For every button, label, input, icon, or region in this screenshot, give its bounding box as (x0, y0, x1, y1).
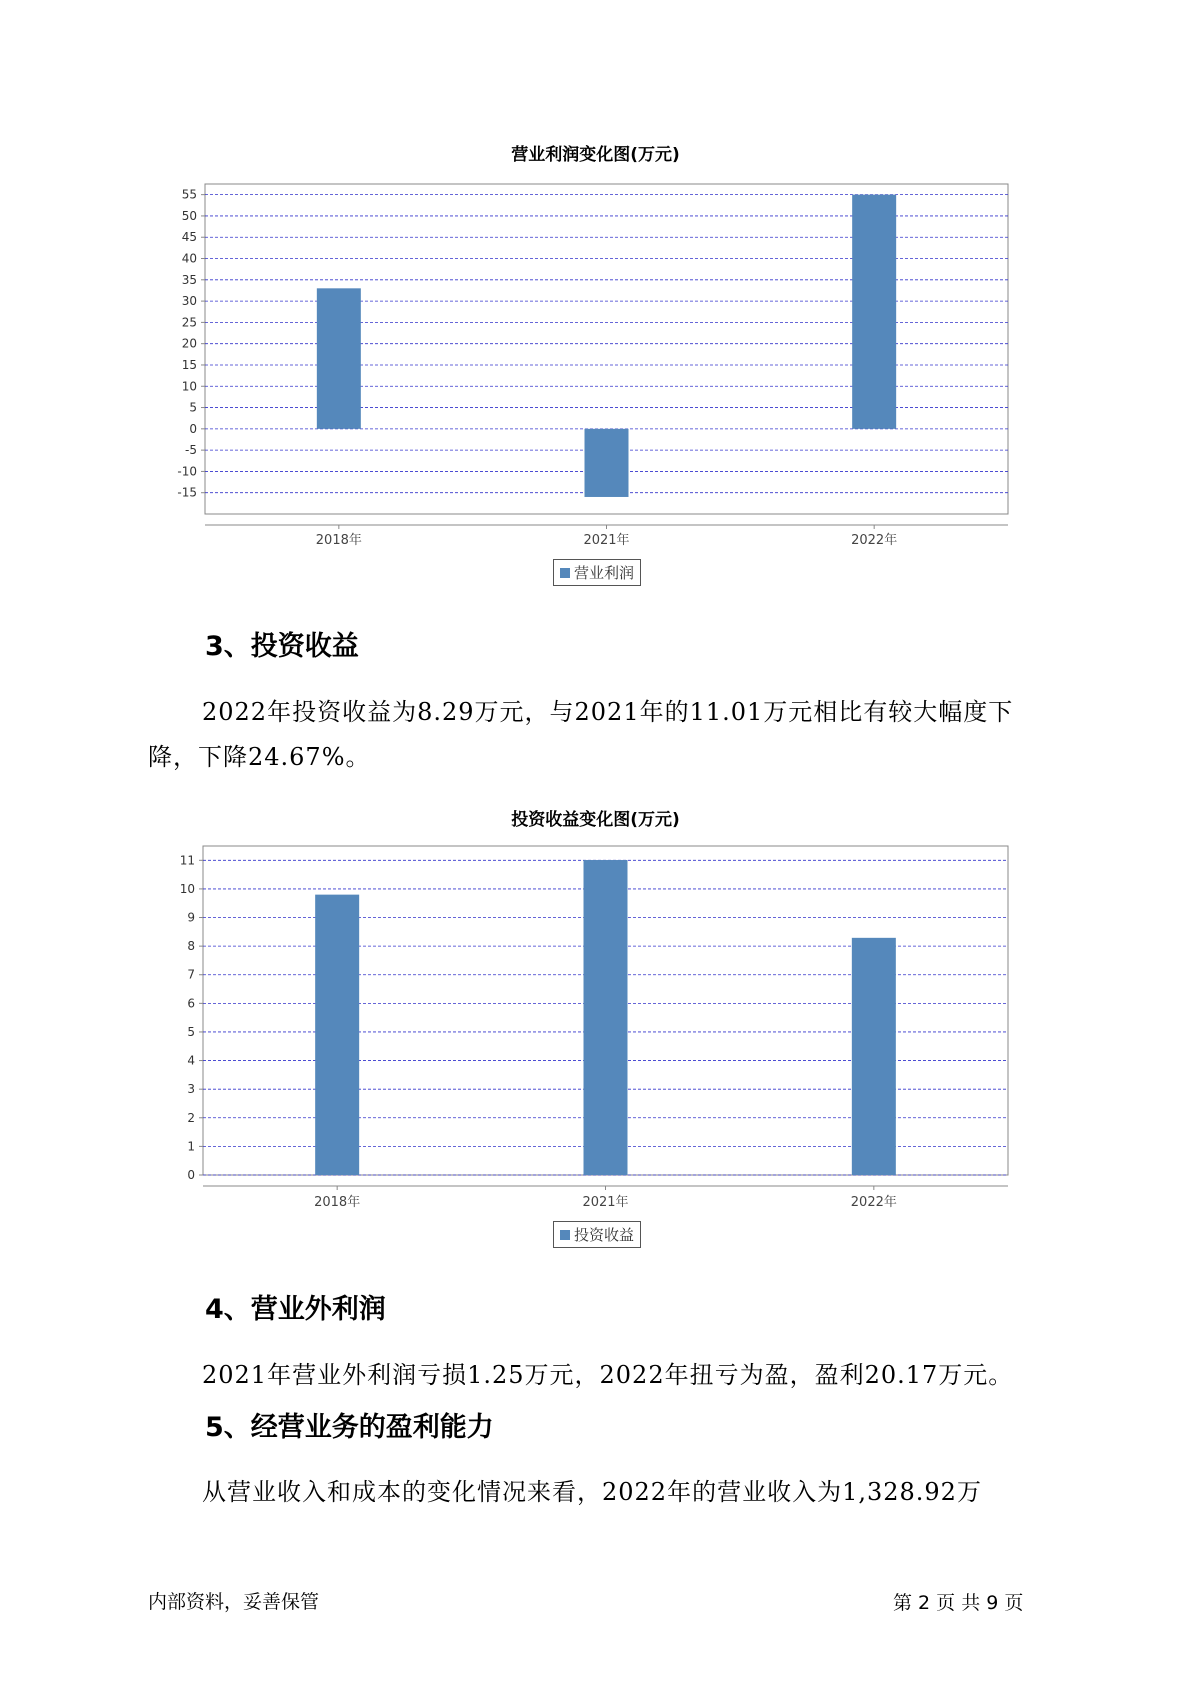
y-tick-label: 20 (181, 336, 197, 351)
y-tick-label: 6 (187, 996, 195, 1011)
y-tick-label: 0 (187, 1168, 195, 1182)
section4-paragraph: 2021年营业外利润亏损1.25万元，2022年扭亏为盈，盈利20.17万元。 (202, 1361, 1014, 1389)
footer-confidential-note: 内部资料，妥善保管 (148, 1591, 320, 1613)
y-tick-label: 5 (187, 1024, 195, 1039)
y-tick-label: 35 (181, 272, 197, 287)
section5-heading: 5、经营业务的盈利能力 (205, 1412, 494, 1443)
legend-swatch (560, 1230, 570, 1240)
x-tick-label: 2021年 (582, 1195, 629, 1210)
x-tick-label: 2022年 (851, 533, 898, 548)
y-tick-label: 5 (189, 400, 197, 415)
legend-label: 营业利润 (574, 564, 635, 582)
chart1-title: 营业利润变化图(万元) (511, 145, 680, 165)
y-tick-label: -15 (177, 485, 197, 500)
y-tick-label: 2 (187, 1110, 195, 1125)
y-tick-label: -5 (185, 443, 197, 458)
legend-label: 投资收益 (574, 1226, 635, 1244)
y-tick-label: 3 (187, 1082, 195, 1097)
y-tick-label: 0 (189, 421, 197, 436)
bar (315, 895, 359, 1175)
y-tick-label: 8 (187, 939, 195, 954)
chart2-legend (553, 1221, 641, 1248)
bar (584, 860, 628, 1175)
y-tick-label: -10 (177, 464, 197, 479)
x-tick-label: 2018年 (315, 533, 362, 548)
y-tick-label: 40 (181, 251, 197, 266)
y-tick-label: 10 (181, 379, 197, 394)
y-tick-label: 30 (181, 294, 197, 309)
x-tick-label: 2021年 (583, 533, 630, 548)
y-tick-label: 4 (187, 1053, 195, 1068)
y-tick-label: 7 (187, 967, 195, 982)
section5-paragraph: 从营业收入和成本的变化情况来看，2022年的营业收入为1,328.92万 (202, 1478, 982, 1506)
x-tick-label: 2022年 (850, 1195, 897, 1210)
x-tick-label: 2018年 (314, 1195, 361, 1210)
footer-page-number: 第 2 页 共 9 页 (893, 1592, 1024, 1614)
y-tick-label: 10 (179, 881, 195, 896)
section3-paragraph-line2: 降，下降24.67%。 (148, 743, 371, 771)
y-tick-label: 9 (187, 910, 195, 925)
section3-paragraph-line1: 2022年投资收益为8.29万元，与2021年的11.01万元相比有较大幅度下 (202, 698, 1014, 726)
y-tick-label: 15 (181, 357, 197, 372)
section4-heading: 4、营业外利润 (205, 1294, 386, 1325)
chart2-title: 投资收益变化图(万元) (511, 810, 680, 830)
y-tick-label: 50 (181, 208, 197, 223)
y-tick-label: 45 (181, 230, 197, 245)
y-tick-label: 25 (181, 315, 197, 330)
y-tick-label: 11 (179, 853, 195, 868)
y-tick-label: 55 (181, 187, 197, 202)
y-tick-label: 1 (187, 1139, 195, 1154)
section3-heading: 3、投资收益 (205, 631, 359, 662)
bar (852, 938, 896, 1175)
